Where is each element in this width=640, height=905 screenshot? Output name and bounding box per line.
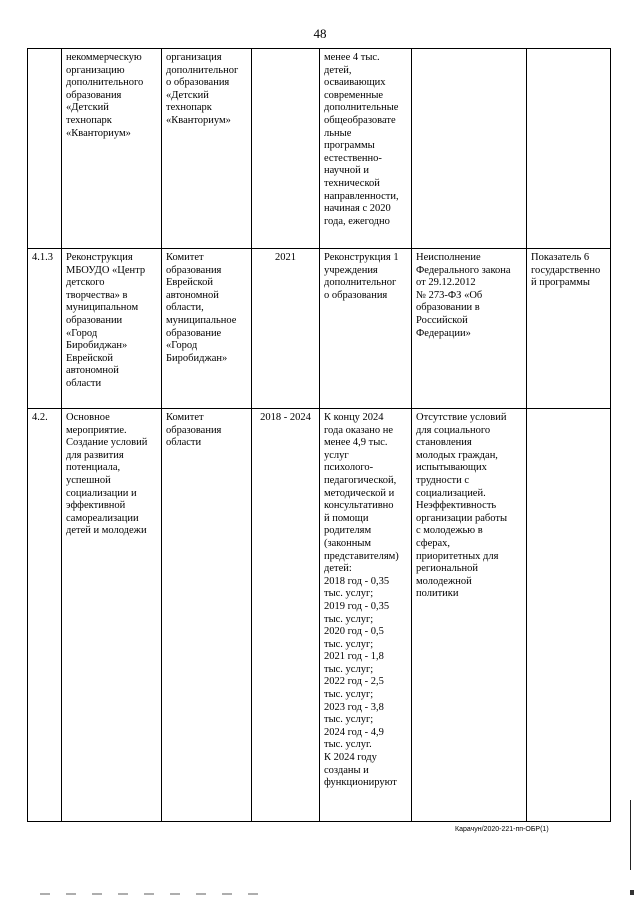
period-cell: 2018 - 2024: [252, 409, 320, 822]
consequences-cell: Отсутствие условий для социального становления молодых граждан, испытывающих трудности с социализацией. Неэффективность организации работы с молодежью в сферах, приоритетных для региональной молодежной политики: [412, 409, 527, 822]
executor-cell: Комитет образования Еврейской автономной области, муниципальное образование «Город Биробиджан»: [162, 249, 252, 409]
measure-name-cell: Основное мероприятие. Создание условий для развития потенциала, успешной социализации и эффективной самореализации детей и молодежи: [62, 409, 162, 822]
row-number-cell: [28, 49, 62, 249]
document-code: Карачун/2020-221-пп-ОБР(1): [455, 826, 549, 833]
consequences-cell: [412, 49, 527, 249]
expected-result-cell: К концу 2024 года оказано не менее 4,9 тыс. услуг психолого- педагогической, методической и консультативно й помощи родителям (законным представителям) детей: 2018 год - 0,35 тыс. услуг; 2019 год - 0,35 тыс. услуг; 2020 год - 0,5 тыс. услуг; 2021 год - 1,8 тыс. услуг; 2022 год - 2,5 тыс. услуг; 2023 год - 3,8 тыс. услуг; 2024 год - 4,9 тыс. услуг. К 2024 году созданы и функционируют: [320, 409, 412, 822]
row-number-cell: 4.2.: [28, 409, 62, 822]
row-number-cell: 4.1.3: [28, 249, 62, 409]
indicator-cell: Показатель 6 государственно й программы: [527, 249, 611, 409]
expected-result-cell: менее 4 тыс. детей, осваивающих современные дополнительные общеобразовате льные программы естественно- научной и технической направленности, начиная с 2020 года, ежегодно: [320, 49, 412, 249]
executor-cell: Комитет образования области: [162, 409, 252, 822]
table-row: [28, 49, 611, 249]
period-cell: 2021: [252, 249, 320, 409]
consequences-cell: Неисполнение Федерального закона от 29.12.2012 № 273-ФЗ «Об образовании в Российской Федерации»: [412, 249, 527, 409]
period-cell: [252, 49, 320, 249]
indicator-cell: [527, 409, 611, 822]
program-measures-table: [27, 48, 611, 822]
measure-name-cell: некоммерческую организацию дополнительного образования «Детский технопарк «Кванториум»: [62, 49, 162, 249]
executor-cell: организация дополнительног о образования «Детский технопарк «Кванториум»: [162, 49, 252, 249]
page-number: 48: [313, 26, 327, 41]
expected-result-cell: Реконструкция 1 учреждения дополнительног о образования: [320, 249, 412, 409]
table-row: [28, 409, 611, 822]
scan-artifact: [40, 893, 260, 895]
measure-name-cell: Реконструкция МБОУДО «Центр детского творчества» в муниципальном образовании «Город Биробиджан» Еврейской автономной области: [62, 249, 162, 409]
scan-margin-line: [630, 800, 631, 870]
scan-mark: [630, 890, 634, 895]
indicator-cell: [527, 49, 611, 249]
table-row: [28, 249, 611, 409]
